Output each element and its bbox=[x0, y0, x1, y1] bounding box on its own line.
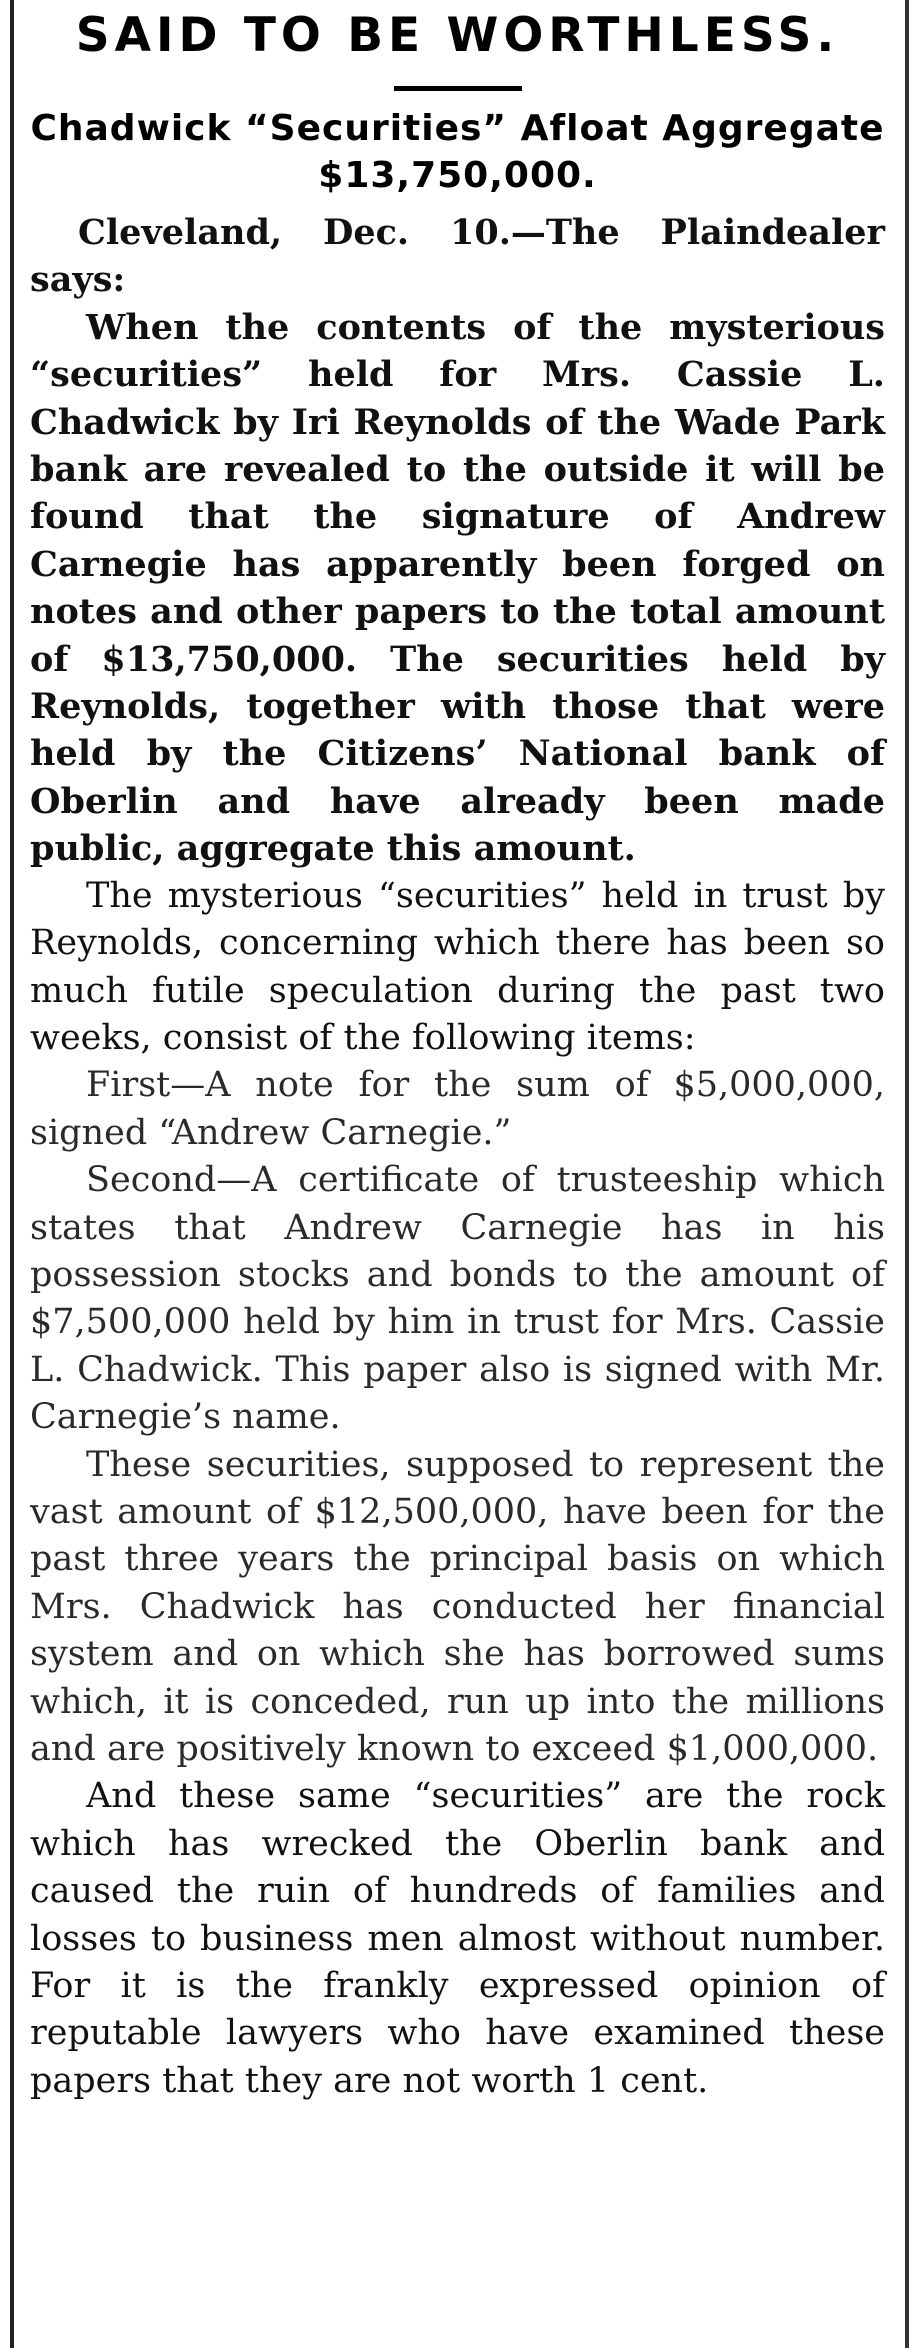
body-paragraph: These securities, supposed to represent the vast amount of $12,500,000, have been for the past three years the principal basis on which Mrs. Chadwick has conducted her financial system and on which she has borrowed sums which, it is conceded, run up into the millions and are positively known to exceed $1,000,000. bbox=[30, 1444, 885, 1769]
body-paragraph: When the contents of the mysterious “securities” held for Mrs. Cassie L. Chadwick by Iri Reynolds of the Wade Park bank are revealed to the outside it will be found that the signature of Andrew Carnegie has apparently been forged on notes and other papers to the total amount of $13,750,000. The securities held by Reynolds, together with those that were held by the Citizens’ National bank of Oberlin and have already been made public, aggregate this amount. bbox=[30, 306, 885, 870]
list-item-second: Second—A certificate of trusteeship which states that Andrew Carnegie has in his possession stocks and bonds to the amount of $7,500,000 held by him in trust for Mrs. Cassie L. Chadwick. This paper also is signed with Mr. Carnegie’s name. bbox=[30, 1160, 885, 1438]
headline-separator bbox=[394, 86, 522, 91]
body-paragraph: And these same “securities” are the rock which has wrecked the Oberlin bank and caused the ruin of hundreds of families and losses to business men almost without number. For it is the frankly expressed opinion of reputable lawyers who have examined these papers that they are not worth 1 cent. bbox=[30, 1776, 885, 2101]
dateline-paragraph: Cleveland, Dec. 10.—The Plaindealer says: bbox=[30, 212, 885, 301]
subhead: Chadwick “Securities” Afloat Aggregate $13,750,000. bbox=[30, 108, 885, 196]
headline: SAID TO BE WORTHLESS. bbox=[75, 8, 840, 63]
list-item-first: First—A note for the sum of $5,000,000, signed “Andrew Carnegie.” bbox=[30, 1065, 885, 1153]
body-paragraph: The mysterious “securities” held in trust by Reynolds, concerning which there has been so much futile speculation during the past two weeks, consist of the following items: bbox=[30, 875, 885, 1058]
